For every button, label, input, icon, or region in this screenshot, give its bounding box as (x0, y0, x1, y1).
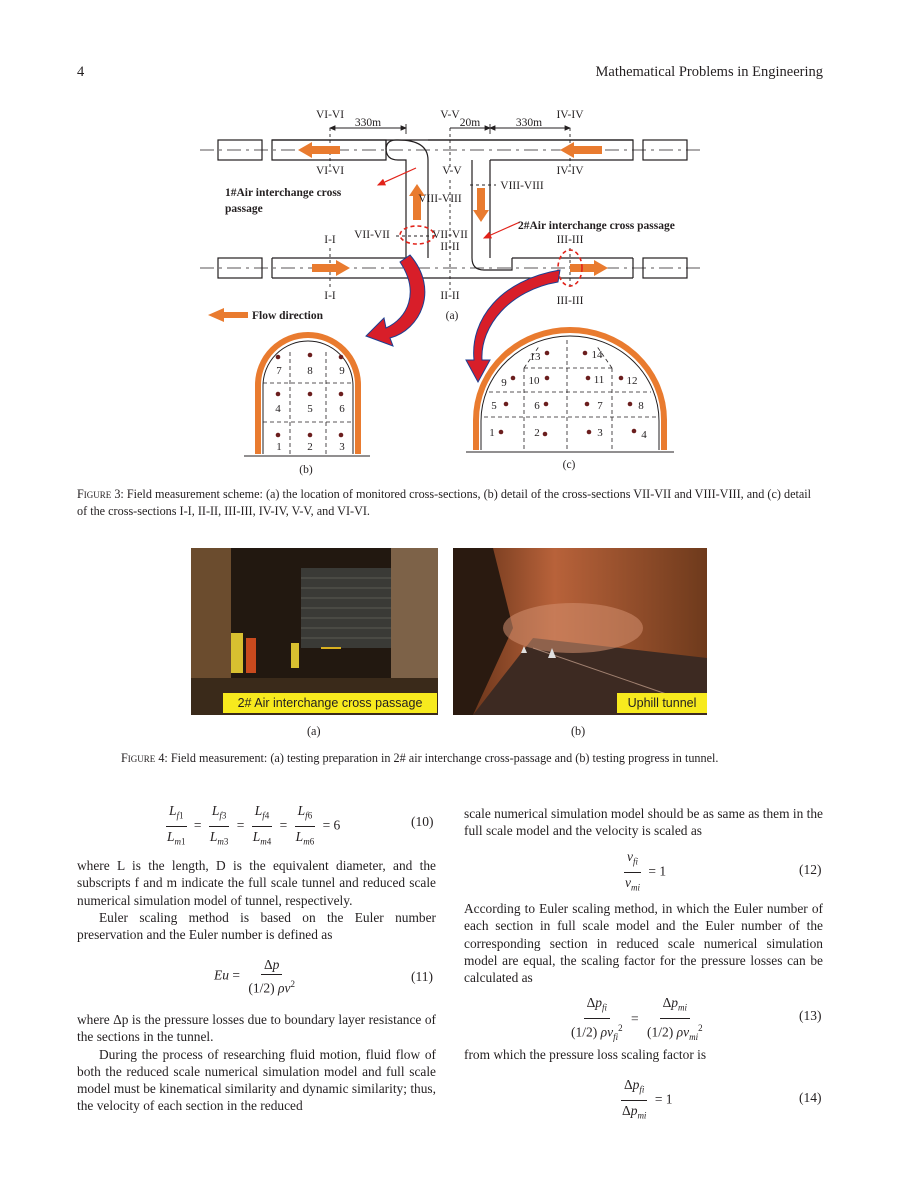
photo-cross-passage (191, 548, 438, 715)
equation-14-rhs: = 1 (654, 1091, 673, 1107)
label-vi: VI-VI (315, 165, 345, 177)
equation-11-number: (11) (411, 969, 433, 984)
paragraph-pressure-factor: from which the pressure loss scaling factor is (464, 1047, 707, 1062)
point-b-8: 8 (307, 365, 313, 377)
journal-title: Mathematical Problems in Engineering (595, 64, 823, 80)
paragraph-euler-scaling: According to Euler scaling method, in which the Euler number of each section in full scale model and the Euler number of the corresponding section in reduced scale numerical simulation model are equal, the scaling factor for the pressure losses can be calculated as (464, 901, 823, 986)
figure4-caption-text: Field measurement: (a) testing preparation in 2# air interchange cross-passage and (b) testing progress in tunnel. (170, 751, 719, 765)
equation-10-number: (10) (411, 814, 434, 829)
figure3-caption-label: Figure 3: (77, 487, 124, 501)
point-c-5: 5 (491, 400, 497, 412)
point-b-3: 3 (339, 441, 345, 453)
figure3-diagram (0, 95, 900, 480)
equation-10-rhs: = 6 (322, 817, 341, 833)
point-c-3: 3 (597, 427, 603, 439)
equation-14: $\frac{\Delta p_{fi}}{\Delta p_{mi}}$ = 1 (622, 1077, 673, 1121)
lower-tunnel (200, 258, 705, 278)
dim-330-left: 330m (354, 117, 382, 129)
label-vi-top: VI-VI (315, 109, 345, 121)
label-v-top: V-V (440, 109, 460, 121)
point-c-12: 12 (626, 375, 638, 387)
point-c-8: 8 (638, 400, 644, 412)
equation-11: Eu = $\frac{\Delta p}{(1/2) \rho v^2}$ (214, 957, 295, 996)
equation-12-number: (12) (799, 862, 822, 877)
label-iii-top: III-III (556, 234, 584, 246)
label-i-top: I-I (324, 234, 336, 246)
point-b-6: 6 (339, 403, 345, 415)
point-b-4: 4 (275, 403, 281, 415)
page-number: 4 (77, 64, 85, 80)
label-v: V-V (442, 165, 462, 177)
label-ii-top: II-II (440, 241, 460, 253)
subfig-c: (c) (562, 459, 576, 471)
paragraph-1: where L is the length, D is the equivalent diameter, and the subscripts f and m indicate the full scale tunnel and reduced scale numerical simulation model of tunnel, respectively. (77, 858, 436, 908)
label-iv-top: IV-IV (556, 109, 584, 121)
figure4-caption (121, 750, 821, 767)
dim-330-right: 330m (515, 117, 543, 129)
subfig-a: (a) (445, 310, 459, 322)
subfig-b: (b) (299, 464, 313, 476)
label-uphill-tunnel: Uphill tunnel (617, 693, 707, 713)
point-c-6: 6 (534, 400, 540, 412)
point-c-10: 10 (528, 375, 540, 387)
figure4-subfig-b: (b) (571, 724, 586, 738)
paragraph-3: where Δp is the pressure losses due to boundary layer resistance of the sections in the tunnel. (77, 1012, 436, 1045)
point-c-4: 4 (641, 429, 647, 441)
upper-tunnel (200, 140, 705, 160)
air2-label: 2#Air interchange cross passage (518, 220, 675, 232)
label-viii-left: VIII-VIII (418, 193, 462, 205)
point-b-7: 7 (276, 365, 282, 377)
label-viii-right: VIII-VIII (500, 180, 544, 192)
label-vii-left: VII-VII (354, 229, 390, 241)
label-vii-right: VII-VII (432, 229, 468, 241)
label-iv: IV-IV (556, 165, 584, 177)
dim-20: 20m (459, 117, 481, 129)
paragraph-losses (77, 1011, 436, 1115)
point-b-5: 5 (307, 403, 313, 415)
flow-direction-label: Flow direction (252, 310, 324, 322)
point-c-7: 7 (597, 400, 603, 412)
paragraph-velocity: scale numerical simulation model should be as same as them in the full scale model and the velocity is scaled as (464, 806, 823, 839)
equation-14-number: (14) (799, 1090, 822, 1105)
figure3-caption-text: Field measurement scheme: (a) the location of monitored cross-sections, (b) detail of the cross-sections VII-VII and VIII-VIII, and (c) detail of the cross-sections I-I, II-II, III-III, IV-IV, V-V, and VI-VI. (77, 487, 812, 518)
equation-10: $\frac{L_{f1}}{L_{m1}}$ = $\frac{L_{f3}}{L_{m3}}$ = $\frac{L_{f4}}{L_{m4}}$ = $\frac{L_{f6}}{L_{m6}}$ = 6 (167, 803, 341, 847)
section-c (466, 330, 674, 452)
air1-label-line2: passage (225, 203, 263, 215)
label-i: I-I (324, 290, 336, 302)
equation-13-number: (13) (799, 1008, 822, 1023)
equation-12: $\frac{v_{fi}}{v_{mi}}$ = 1 (625, 849, 667, 893)
point-b-1: 1 (276, 441, 282, 453)
point-c-9: 9 (501, 377, 507, 389)
label-ii: II-II (440, 290, 460, 302)
figure3-caption (77, 486, 823, 520)
equation-13: $\frac{\Delta p_{fi}}{(1/2) \rho v_{fi}^2}$ = $\frac{\Delta p_{mi}}{(1/2) \rho v_{mi}^2}$ (571, 995, 703, 1042)
point-c-2: 2 (534, 427, 540, 439)
figure4-subfig-a: (a) (307, 724, 321, 738)
air1-label-line1: 1#Air interchange cross (225, 187, 342, 199)
section-b (244, 335, 370, 456)
point-c-14: 14 (591, 349, 603, 361)
paragraph-4: During the process of researching fluid motion, fluid flow of both the reduced scale numerical simulation model and full scale model must be kinematical similarity and dynamic similarity; thus, the velocity of each section in the reduced (77, 1046, 436, 1114)
point-c-13: 13 (529, 351, 541, 363)
label-iii: III-III (556, 295, 584, 307)
figure4-caption-label: Figure 4: (121, 751, 168, 765)
point-b-2: 2 (307, 441, 313, 453)
photo-uphill-tunnel (453, 548, 707, 715)
label-cross-passage: 2# Air interchange cross passage (223, 693, 437, 713)
equation-12-rhs: = 1 (648, 863, 667, 879)
flow-arrows (208, 142, 608, 322)
paragraph-definitions (77, 857, 436, 943)
point-b-9: 9 (339, 365, 345, 377)
paragraph-2: Euler scaling method is based on the Euler number preservation and the Euler number is defined as (77, 909, 436, 943)
point-c-11: 11 (593, 374, 605, 386)
point-c-1: 1 (489, 427, 495, 439)
